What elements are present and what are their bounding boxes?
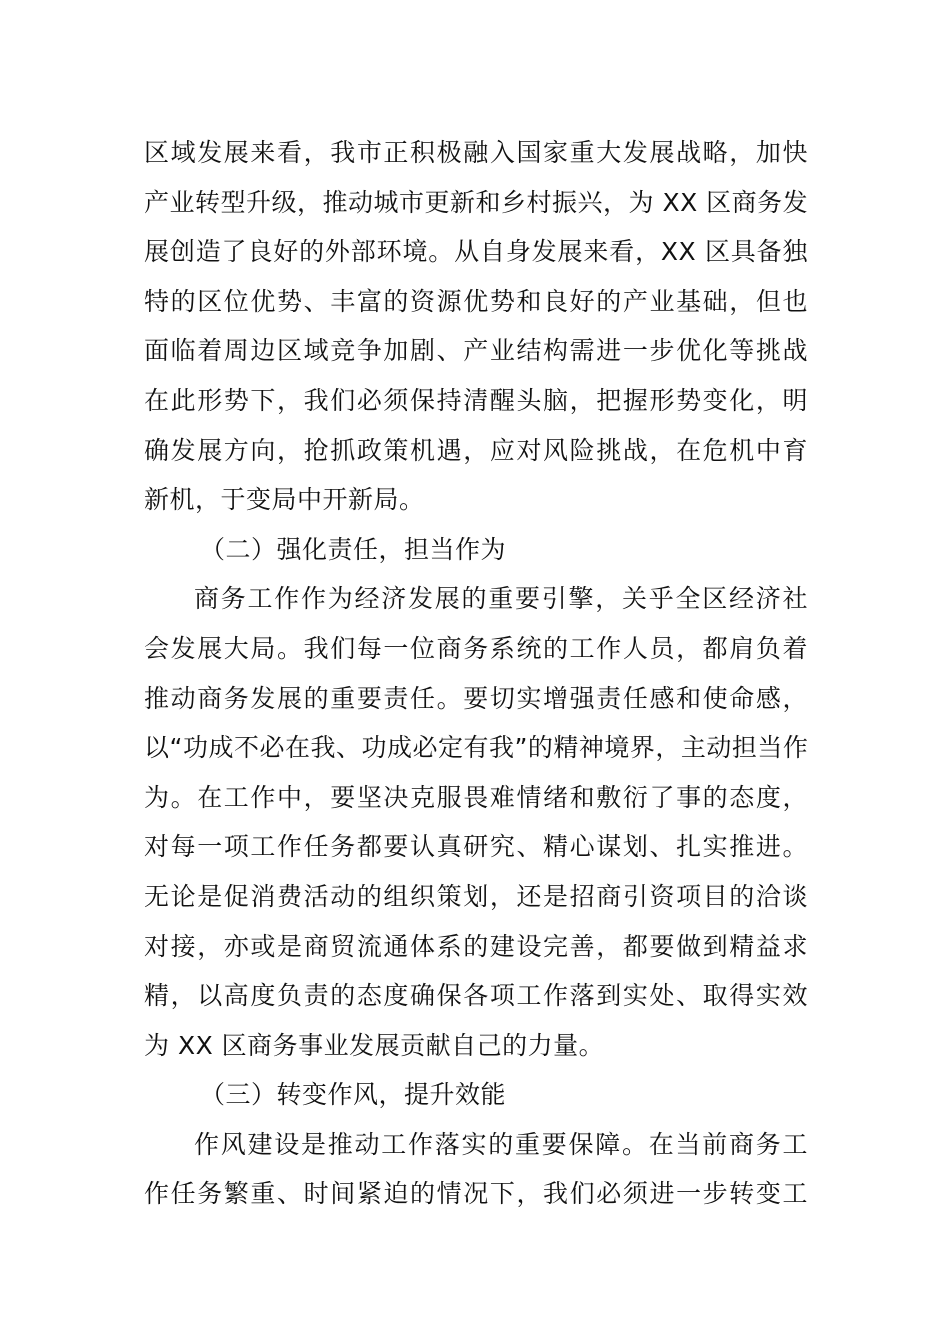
text-line: 对每一项工作任务都要认真研究、精心谋划、扎实推进。 — [144, 832, 808, 862]
text-line: 区域发展来看，我市正积极融入国家重大发展战略，加快 — [144, 138, 808, 167]
text-line: 对接，亦或是商贸流通体系的建设完善，都要做到精益求 — [144, 931, 808, 961]
text-line: 确发展方向，抢抓政策机遇，应对风险挑战，在危机中育 — [144, 435, 808, 465]
paragraph-first-line: 作风建设是推动工作落实的重要保障。在当前商务工 — [194, 1129, 808, 1159]
section-heading: （三）转变作风，提升效能 — [200, 1080, 507, 1110]
text-line: 无论是促消费活动的组织策划，还是招商引资项目的洽谈 — [144, 881, 808, 911]
text-line: 为。在工作中，要坚决克服畏难情绪和敷衍了事的态度， — [144, 782, 808, 812]
text-line: 新机，于变局中开新局。 — [144, 485, 425, 515]
text-line: 特的区位优势、丰富的资源优势和良好的产业基础，但也 — [144, 286, 808, 316]
paragraph-first-line: 商务工作作为经济发展的重要引擎，关乎全区经济社 — [194, 584, 808, 614]
text-line: 产业转型升级，推动城市更新和乡村振兴，为 XX 区商务发 — [144, 187, 809, 217]
text-line: 精，以高度负责的态度确保各项工作落到实处、取得实效 — [144, 981, 808, 1011]
text-line: 以“功成不必在我、功成必定有我”的精神境界，主动担当作 — [144, 733, 809, 763]
text-line: 推动商务发展的重要责任。要切实增强责任感和使命感， — [144, 683, 808, 713]
text-line: 作任务繁重、时间紧迫的情况下，我们必须进一步转变工 — [144, 1179, 808, 1209]
text-line: 面临着周边区域竞争加剧、产业结构需进一步优化等挑战 — [144, 336, 808, 366]
section-heading: （二）强化责任，担当作为 — [200, 534, 507, 564]
text-line: 会发展大局。我们每一位商务系统的工作人员，都肩负着 — [144, 633, 808, 663]
text-line: 在此形势下，我们必须保持清醒头脑，把握形势变化，明 — [144, 385, 808, 415]
document-body — [144, 128, 808, 1219]
text-line: 展创造了良好的外部环境。从自身发展来看，XX 区具备独 — [144, 237, 808, 267]
text-line: 为 XX 区商务事业发展贡献自己的力量。 — [144, 1030, 605, 1060]
